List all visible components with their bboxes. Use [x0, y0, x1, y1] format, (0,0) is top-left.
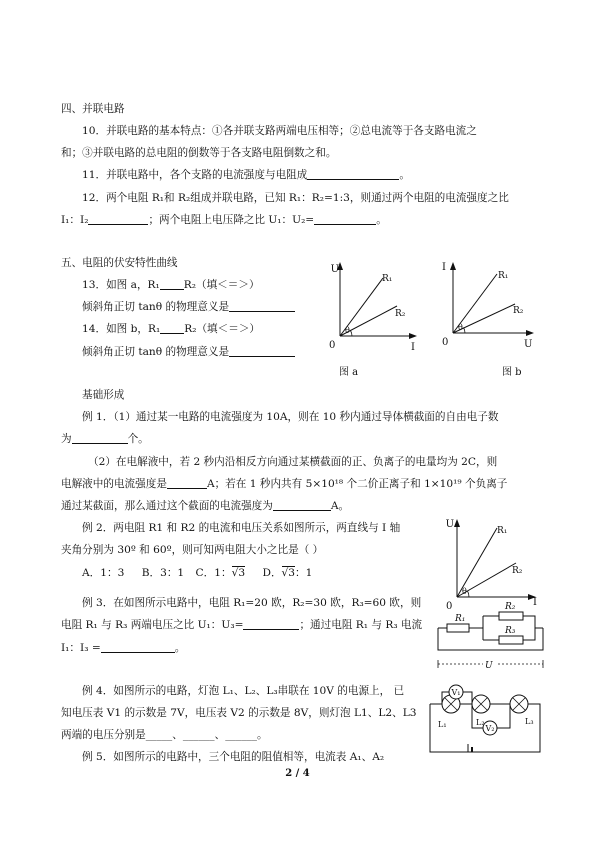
- ex1-ions-text: A；若在 1 秒内共有 5×10¹⁸ 个二价正离子和 1×10¹⁹ 个负离子: [206, 478, 508, 490]
- voltage-label: U: [485, 661, 493, 671]
- ex1-line1: 例 1．（1）通过某一电路的电流强度为 10A，则在 10 秒内通过导体横截面的自由电子数: [82, 411, 499, 423]
- origin-label: 0: [329, 340, 336, 351]
- ex3-voltage-text: 电阻 R₁ 与 R₃ 两端电压之比 U₁：U₃=: [61, 619, 244, 631]
- sqrt3: √3: [281, 567, 296, 579]
- answer-blank: [314, 213, 376, 225]
- sqrt3: √3: [231, 567, 246, 579]
- ex1-line2: [61, 432, 149, 446]
- ex1-line4: [61, 477, 507, 491]
- x-arrow-icon: [409, 333, 417, 339]
- y-axis-label: I: [442, 262, 446, 273]
- option-d: D．: [262, 567, 282, 579]
- option-a: A．1：3: [82, 567, 125, 579]
- ex1-line3: （2）在电解液中，若 2 秒内沿相反方向通过某横截面的正、负离子的电量均为 2C，则: [88, 456, 498, 468]
- figure-a: [325, 258, 425, 378]
- option-c: C．1：: [195, 567, 232, 579]
- section-heading: 五、电阻的伏安特性曲线: [61, 257, 178, 269]
- figure-ex4-circuit: [428, 686, 548, 766]
- q12-line2: [61, 213, 387, 227]
- page-number: 2 / 4: [285, 768, 310, 779]
- ex3-end: 。: [174, 642, 186, 654]
- answer-blank: [229, 300, 295, 312]
- answer-blank: [72, 432, 128, 444]
- figure-a-caption: 图 a: [339, 367, 359, 378]
- x-axis-label: U: [524, 339, 533, 350]
- r1-label: R₁: [382, 274, 393, 284]
- circuit-wire: [463, 692, 472, 704]
- r3-label: R₃: [505, 626, 516, 636]
- q14-text: 14．如图 b，R₁: [82, 323, 161, 335]
- q13-line2: [82, 300, 295, 314]
- answer-blank: [273, 499, 331, 511]
- l1-label: L₁: [438, 720, 447, 729]
- r2-label: R₂: [395, 309, 406, 319]
- figure-ex3-circuit: [435, 598, 547, 674]
- q10-line1: 10．并联电路的基本特点：①各并联支路两端电压相等；②总电流等于各支路电流之: [82, 125, 477, 137]
- answer-blank: [160, 322, 184, 334]
- v1-label: V₁: [451, 688, 461, 697]
- resistor-r3: [499, 636, 523, 644]
- q14-line1: [82, 322, 260, 336]
- q12-voltage-text: ；两个电阻上电压降之比 U₁：U₂=: [148, 214, 315, 226]
- angle-label: θ: [458, 323, 463, 332]
- ex4-line3: 两端的电压分别是_____、______、______。: [61, 729, 268, 741]
- figure-b: [440, 258, 540, 378]
- angle-arc: [351, 331, 353, 337]
- section-heading: 四、并联电路: [61, 103, 125, 115]
- answer-blank: [307, 168, 399, 180]
- answer-blank: [243, 618, 299, 630]
- angle-label: θ: [345, 326, 350, 335]
- ex4-line1: 例 4．如图所示的电路，灯泡 L₁、L₂、L₃串联在 10V 的电源上， 已: [82, 685, 405, 697]
- q12-line1: 12．两个电阻 R₁和 R₂组成并联电路，已知 R₁：R₂=1:3，则通过两个电阻的电流强度之比: [82, 192, 509, 204]
- x-axis-label: I: [411, 342, 415, 353]
- ex1-prefix: 为: [61, 433, 72, 445]
- answer-blank: [101, 641, 175, 653]
- q11-end: 。: [399, 169, 410, 181]
- angle-arc: [464, 328, 466, 334]
- r2-label: R₂: [513, 306, 524, 316]
- q13-line1: [82, 278, 260, 292]
- q13-hint: R₂（填＜＝＞）: [183, 279, 260, 291]
- q12-end: 。: [376, 214, 387, 226]
- option-b: B．3：1: [141, 567, 185, 579]
- circuit-wire: [523, 616, 535, 640]
- y-axis-label: U: [445, 519, 454, 530]
- l3-label: L₃: [525, 717, 534, 726]
- q12-ratio-label: I₁：I₂: [61, 214, 89, 226]
- q14-line2: [82, 345, 295, 359]
- answer-blank: [167, 477, 207, 489]
- origin-label: 0: [446, 601, 453, 612]
- r1-label: R₁: [498, 271, 509, 281]
- ex1-section-text: 通过某截面，那么通过这个截面的电流强度为: [61, 500, 273, 512]
- option-d-tail: ：1: [295, 567, 313, 579]
- y-arrow-icon: [454, 519, 460, 527]
- q10-line2: 和；③并联电路的总电阻的倒数等于各支路电阻倒数之和。: [61, 147, 337, 159]
- v2-label: V₂: [485, 724, 495, 733]
- r1-label: R₁: [455, 614, 466, 624]
- x-axis-label: I: [533, 597, 537, 608]
- x-arrow-icon: [526, 330, 534, 336]
- resistor-r1: [447, 624, 469, 632]
- circuit-wire: [497, 704, 510, 728]
- q14-hint: R₂（填＜＝＞）: [184, 323, 261, 335]
- angle-arc: [468, 591, 470, 597]
- ex3-line1: 例 3．在如图所示电路中，电阻 R₁=20 欧，R₂=30 欧，R₃=60 欧，则: [82, 597, 422, 609]
- section-heading: 基础形成: [82, 389, 125, 401]
- answer-blank: [160, 278, 184, 290]
- answer-blank: [229, 345, 295, 357]
- ex2-line2: 夹角分别为 30º 和 60º，则可知两电阻大小之比是（ ）: [61, 544, 324, 556]
- ex3-line3: [61, 641, 185, 655]
- ex2-options: [82, 566, 312, 580]
- q14-question: 倾斜角正切 tanθ 的物理意义是: [82, 346, 230, 358]
- origin-label: 0: [442, 337, 449, 348]
- ex5-line1: 例 5．如图所示的电路中，三个电阻的阻值相等，电流表 A₁、A₂: [82, 751, 385, 763]
- ex1-suffix: 个。: [127, 433, 149, 445]
- ex3-ratio-label: I₁：I₃ =: [61, 642, 101, 654]
- q13-text: 13．如图 a，R₁: [82, 279, 160, 291]
- ex3-current-text: ；通过电阻 R₁ 与 R₃ 电流: [299, 619, 423, 631]
- q13-question: 倾斜角正切 tanθ 的物理意义是: [82, 301, 230, 313]
- ex1-line5: [61, 499, 349, 513]
- y-axis-label: U: [330, 264, 339, 275]
- ex3-line2: [61, 618, 422, 632]
- r2-label: R₂: [512, 566, 523, 576]
- figure-b-caption: 图 b: [502, 367, 522, 378]
- q11-text: 11．并联电路中，各个支路的电流强度与电阻成: [82, 169, 308, 181]
- q11-line: [82, 168, 410, 182]
- ex1-end: A。: [330, 500, 350, 512]
- l2-label: L₂: [476, 718, 485, 727]
- y-arrow-icon: [450, 262, 456, 270]
- angle-label: θ: [462, 587, 467, 596]
- ex1-current-text: 电解液中的电流强度是: [61, 478, 167, 490]
- ex4-line2: 知电压表 V1 的示数是 7V，电压表 V2 的示数是 8V，则灯泡 L1、L2、L3: [61, 707, 417, 719]
- r2-label: R₂: [505, 602, 516, 612]
- r1-label: R₁: [497, 526, 508, 536]
- answer-blank: [88, 213, 148, 225]
- ex2-line1: 例 2．两电阻 R1 和 R2 的电流和电压关系如图所示，两直线与 I 轴: [82, 522, 401, 534]
- resistor-r2: [499, 612, 523, 620]
